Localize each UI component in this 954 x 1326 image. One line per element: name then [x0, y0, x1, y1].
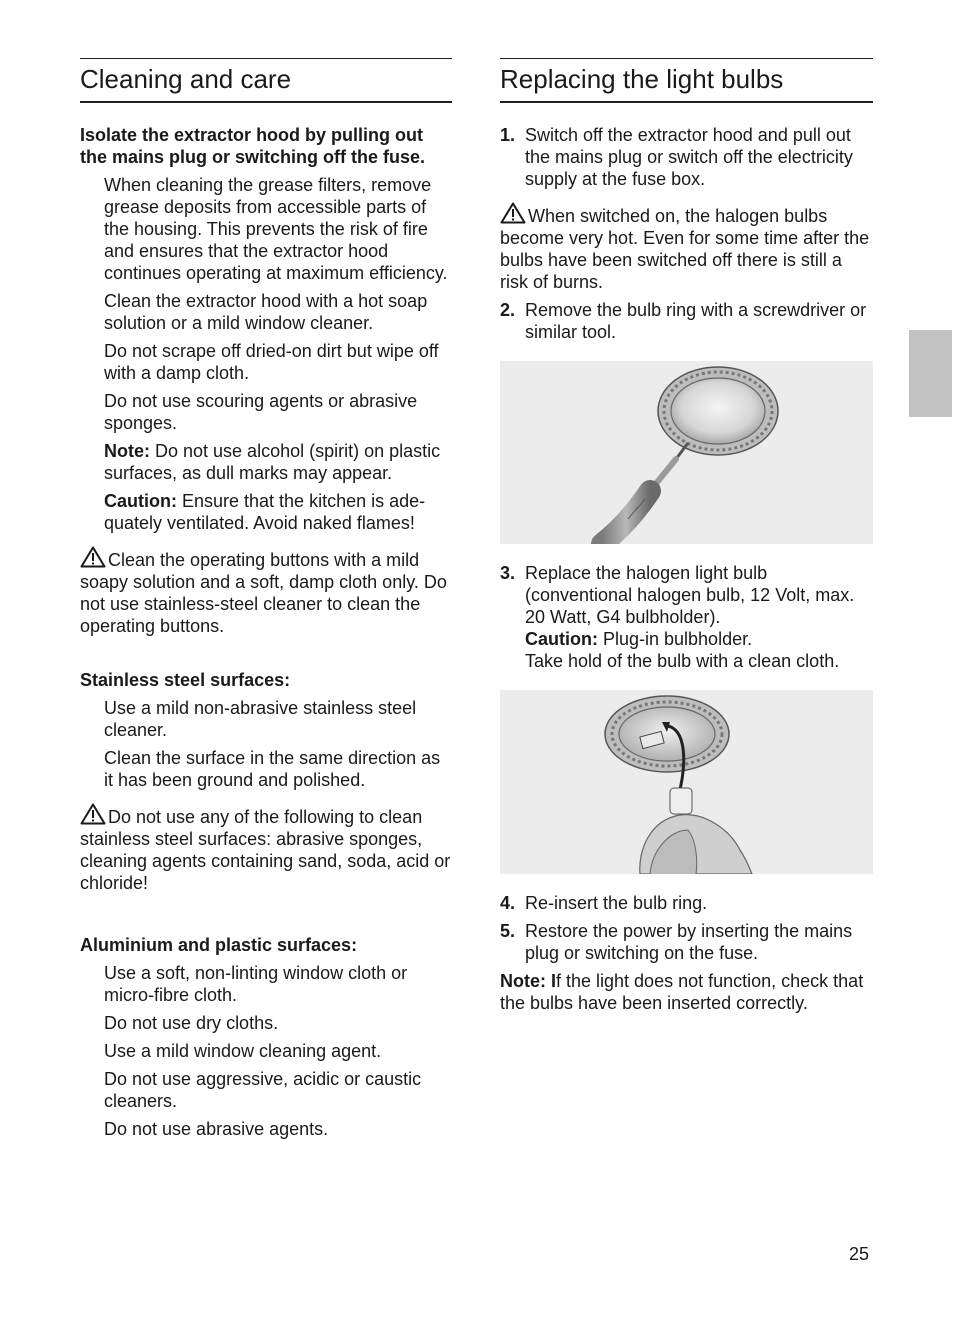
general-item: When cleaning the grease filters, remove grease deposits from accessible parts of the housing. This prevents the risk of fire and ensures that the extractor hood continues operating at maximum efficiency.	[104, 175, 448, 283]
page-number: 25	[849, 1244, 870, 1264]
aluminium-item: Do not use aggressive, acidic or caustic cleaners.	[104, 1069, 422, 1111]
warning-stainless	[80, 803, 452, 894]
screwdriver-bulb-ring-drawing	[500, 361, 872, 544]
step-text: Re-insert the bulb ring.	[525, 893, 708, 913]
step-text: Replace the halogen light bulb (conventional halogen bulb, 12 Volt, max. 20 Watt, G4 bulbholder).	[525, 563, 855, 627]
caution-text: Ensure that the kitchen is ade-quately ventilated. Avoid naked flames!	[104, 491, 426, 533]
warning-operating-buttons	[80, 546, 452, 637]
step-number: 4.	[500, 893, 516, 913]
isolate-instruction: Isolate the extractor hood by pulling out the mains plug or switching off the fuse.	[80, 125, 426, 167]
general-item: Do not use scouring agents or abrasive sponges.	[104, 391, 418, 433]
warning-text: Do not use any of the following to clean stainless steel surfaces: abrasive sponges, cleaning agents containing sand, soda, acid or chloride!	[80, 807, 451, 893]
step-5	[500, 920, 873, 964]
note-text: Do not use alcohol (spirit) on plastic surfaces, as dull marks may appear.	[104, 441, 441, 483]
note-text: f the light does not function, check that the bulbs have been inserted correctly.	[500, 971, 864, 1013]
caution-label: Caution:	[525, 629, 598, 649]
cleaning-and-care-section	[80, 58, 452, 1146]
note-label: Note:	[104, 441, 150, 461]
note-label: Note: I	[500, 971, 556, 991]
step-number: 3.	[500, 563, 516, 583]
note-plastic	[104, 440, 452, 484]
step-text: Remove the bulb ring with a screwdriver or similar tool.	[525, 300, 867, 342]
aluminium-item: Use a soft, non-linting window cloth or micro-fibre cloth.	[104, 963, 408, 1005]
warning-hot-bulbs	[500, 202, 873, 293]
step-number: 1.	[500, 125, 516, 145]
section-title-cleaning: Cleaning and care	[80, 58, 452, 103]
caution-text: Plug-in bulbholder.	[597, 629, 753, 649]
step-3	[500, 562, 873, 672]
step-1	[500, 124, 873, 190]
stainless-item: Clean the surface in the same direction as it has been ground and polished.	[104, 748, 441, 790]
aluminium-item: Use a mild window cleaning agent.	[104, 1041, 382, 1061]
step-2	[500, 299, 873, 343]
caution-label: Caution:	[104, 491, 177, 511]
chapter-side-tab	[909, 330, 952, 417]
step-extra-text: Take hold of the bulb with a clean cloth.	[525, 651, 840, 671]
step-number: 2.	[500, 300, 516, 320]
hand-bulb-drawing	[500, 690, 872, 874]
replacing-bulbs-section	[500, 58, 873, 1020]
bulb-ring-removal-illustration	[500, 361, 873, 544]
general-item: Clean the extractor hood with a hot soap solution or a mild window cleaner.	[104, 291, 428, 333]
step-text: Restore the power by inserting the mains plug or switching on the fuse.	[525, 921, 853, 963]
step-4	[500, 892, 873, 914]
stainless-item: Use a mild non-abrasive stainless steel cleaner.	[104, 698, 417, 740]
section-title-bulbs: Replacing the light bulbs	[500, 58, 873, 103]
warning-triangle-icon	[80, 803, 106, 825]
step-number: 5.	[500, 921, 516, 941]
bulb-replacement-illustration	[500, 690, 873, 874]
stainless-heading: Stainless steel surfaces:	[80, 670, 291, 690]
caution-ventilation	[104, 490, 452, 534]
aluminium-item: Do not use abrasive agents.	[104, 1119, 329, 1139]
warning-triangle-icon	[500, 202, 526, 224]
general-item: Do not scrape off dried-on dirt but wipe off with a damp cloth.	[104, 341, 439, 383]
aluminium-heading: Aluminium and plastic surfaces:	[80, 935, 358, 955]
note-light-function	[500, 970, 873, 1014]
warning-text: Clean the operating buttons with a mild soapy solution and a soft, damp cloth only. Do not use stainless-steel cleaner to clean the operating buttons.	[80, 550, 447, 636]
warning-text: When switched on, the halogen bulbs become very hot. Even for some time after the bulbs have been switched off there is still a risk of burns.	[500, 206, 870, 292]
aluminium-item: Do not use dry cloths.	[104, 1013, 279, 1033]
step-text: Switch off the extractor hood and pull out the mains plug or switch off the electricity supply at the fuse box.	[525, 125, 853, 189]
warning-triangle-icon	[80, 546, 106, 568]
